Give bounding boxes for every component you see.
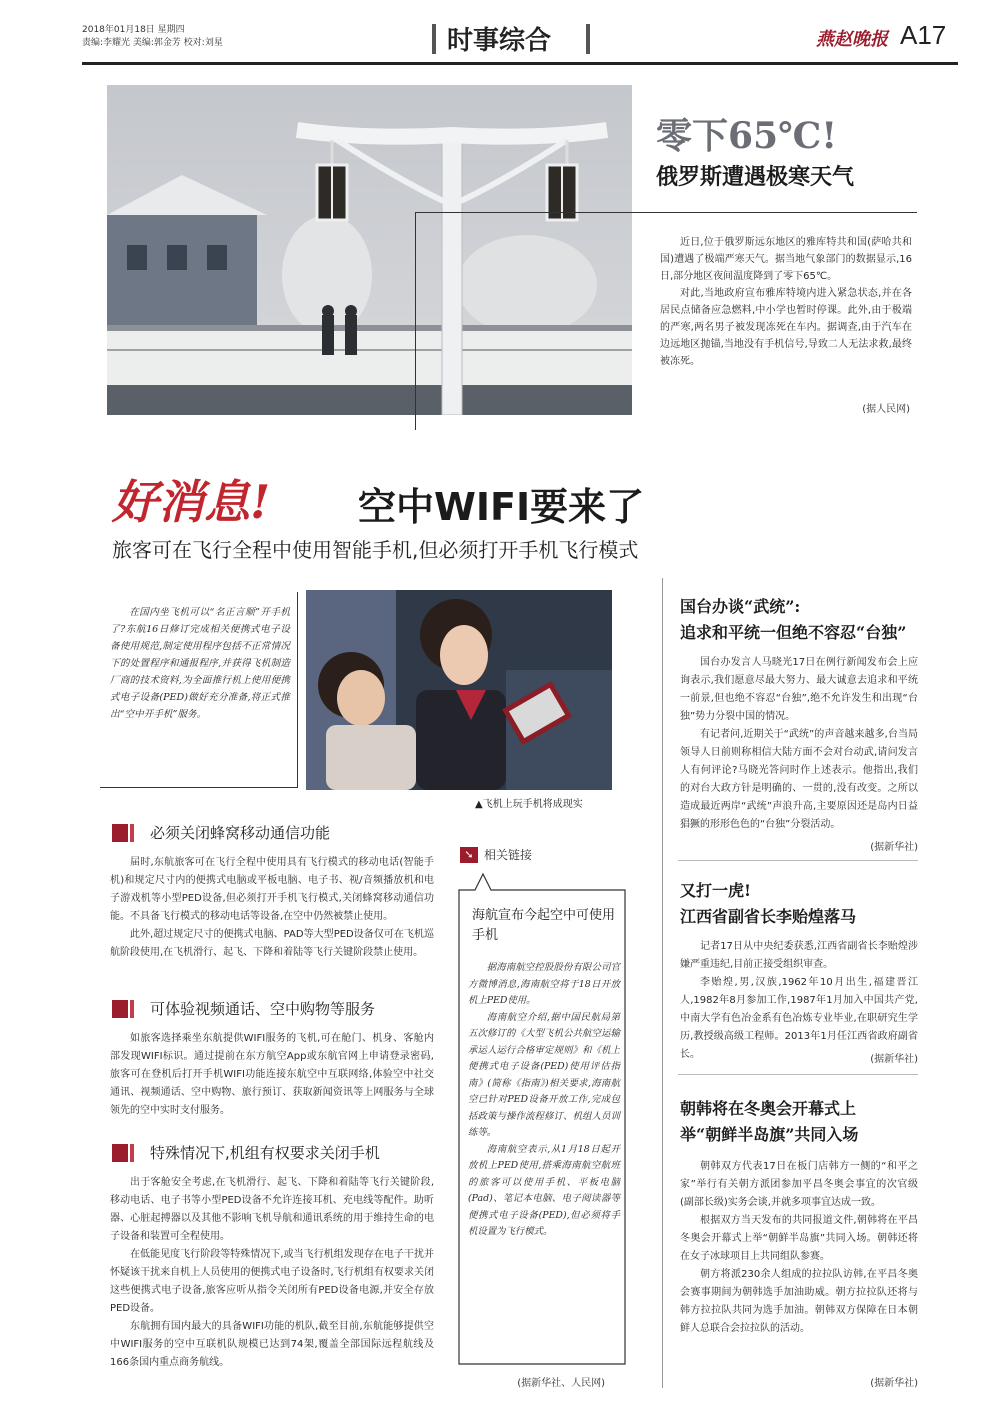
cold-headline: 零下65℃! [656, 115, 838, 157]
section-marker-icon [112, 824, 128, 842]
jiangxi-headline [680, 878, 856, 930]
section-heading-text: 特殊情况下,机组有权要求关闭手机 [150, 1144, 380, 1162]
section-paragraph: 在低能见度飞行阶段等特殊情况下,或当飞行机组发现存在电子干扰并怀疑该干扰来自机上人员使用的便携式电子设备时,飞行机组有权要求关闭这些便携式电子设备,旅客应听从指令关闭所有PED设备电源,并安全存放PED设备。 [110, 1249, 434, 1314]
korea-source: (据新华社) [870, 1378, 918, 1389]
wifi-headline-black: 空中WIFI要来了 [358, 485, 645, 529]
taiwan-paragraph: 国台办发言人马晓光17日在例行新闻发布会上应询表示,我们愿意尽最大努力、最大诚意去追求和平统一前景,但也绝不容忍“台独”,绝不允许发生和出现“台独”势力分裂中国的情况。 [680, 657, 918, 722]
taiwan-source: (据新华社) [870, 842, 918, 853]
story-divider [678, 1074, 918, 1075]
korea-body [680, 1158, 918, 1338]
korea-headline [680, 1096, 858, 1148]
section-marker-icon [112, 1000, 128, 1018]
section-title: 时事综合 [447, 26, 552, 56]
header-rule [82, 62, 958, 65]
korea-paragraph: 根据双方当天发布的共同报道文件,朝韩将在平昌冬奥会开幕式上举“朝鲜半岛旗”共同入场。朝韩还将在女子冰球项目上共同组队参赛。 [680, 1215, 918, 1262]
jiangxi-paragraph: 李贻煌,男,汉族,1962年10月出生,福建晋江人,1982年8月参加工作,1987年1月加入中国共产党,中南大学有色冶金系有色冶炼专业毕业,在职研究生学历,教授级高级工程师。2013年1月任江西省政府副省长。 [680, 977, 918, 1060]
cold-paragraph: 对此,当地政府宣布雅库特境内进入紧急状态,并在各居民点储备应急燃料,中小学也暂时停课。此外,由于极端的严寒,两名男子被发现冻死在车内。据调查,由于汽车在边远地区抛锚,当地没有手机信号,导致二人无法求救,最终被冻死。 [660, 288, 912, 367]
related-body [468, 960, 620, 1241]
section-2-body [110, 1030, 434, 1120]
intro-paragraph: 在国内坐飞机可以“名正言顺”开手机了?东航16日修订完成相关便携式电子设备使用规范,制定使用程序包括不正常情况下的处置程序和通报程序,并获得飞机制造厂商的技术资料,为全面推行机上使用便携式电子设备(PED)做好充分准备,将正式推出“空中开手机”服务。 [110, 607, 290, 720]
cold-article [660, 234, 912, 370]
korea-paragraph: 朝方将派230余人组成的拉拉队访韩,在平昌冬奥会赛事期间为朝韩选手加油助威。朝方拉拉队还将与韩方拉拉队共同为选手加油。朝韩双方保障在日本朝鲜人总联合会拉拉队的活动。 [680, 1269, 918, 1334]
jiangxi-headline-line1: 又打一虎! [680, 881, 752, 900]
section-heading-2 [112, 998, 375, 1019]
jiangxi-paragraph: 记者17日从中央纪委获悉,江西省副省长李贻煌涉嫌严重违纪,目前正接受组织审查。 [680, 941, 918, 970]
photo-caption: ▲飞机上玩手机将成现实 [475, 799, 583, 810]
related-title: 海航宣布今起空中可使用手机 [472, 908, 616, 943]
section-heading-text: 必须关闭蜂窝移动通信功能 [150, 824, 331, 842]
cold-subheadline: 俄罗斯遭遇极寒天气 [656, 164, 855, 190]
header-divider-left [432, 24, 436, 54]
section-paragraph: 出于客舱安全考虑,在飞机滑行、起飞、下降和着陆等飞行关键阶段,移动电话、电子书等小型PED设备不允许连接耳机、充电线等配件。助听器、心脏起搏器以及其他不影响飞机导航和通讯系统的用于维持生命的电子设备和装置可全程使用。 [110, 1177, 434, 1242]
section-heading-3 [112, 1142, 380, 1163]
section-3-body [110, 1174, 434, 1372]
editors-line: 责编:李耀光 美编:郭金芳 校对:刘星 [82, 38, 223, 48]
related-link-label [460, 846, 532, 863]
header-divider-right [586, 24, 590, 54]
section-heading-text: 可体验视频通话、空中购物等服务 [150, 1000, 376, 1018]
related-paragraph: 据海南航空控股股份有限公司官方微博消息,海南航空将于18日开放机上PED使用。 [468, 962, 620, 1006]
section-heading-1 [112, 822, 330, 843]
related-label-text: 相关链接 [484, 848, 533, 862]
korea-paragraph: 朝韩双方代表17日在板门店韩方一侧的“和平之家”举行有关朝方派团参加平昌冬奥会事宜的次官级(副部长级)实务会谈,并就多项事宜达成一致。 [680, 1161, 918, 1208]
related-paragraph: 海南航空表示,从1月18日起开放机上PED使用,搭乘海南航空航班的旅客可以使用手机、平板电脑(Pad)、笔记本电脑、电子阅读器等便携式电子设备(PED),但必须将手机设置为飞行模式。 [468, 1143, 620, 1237]
cabin-illustration [306, 590, 612, 790]
wifi-intro [110, 604, 290, 723]
wifi-headline-red: 好消息! [112, 475, 271, 529]
taiwan-body [680, 654, 918, 834]
jiangxi-body [680, 938, 918, 1064]
cold-source: (据人民网) [862, 404, 910, 415]
page-number: A17 [900, 20, 947, 50]
section-paragraph: 届时,东航旅客可在飞行全程中使用具有飞行模式的移动电话(智能手机)和规定尺寸内的便携式电脑或平板电脑、电子书、视/音频播放机和电子游戏机等小型PED设备,但必须打开手机飞行模式,关闭蜂窝移动通信功能。不具备飞行模式的移动电话等设备,在空中仍然被禁止使用。 [110, 857, 434, 922]
column-rule [662, 578, 663, 1388]
taiwan-paragraph: 有记者问,近期关于“武统”的声音越来越多,台当局领导人日前则称相信大陆方面不会对台动武,请问发言人有何评论?马晓光答问时作上述表示。他指出,我们的对台大政方针是明确的、一贯的,没有改变。之所以造成最近两岸“武统”声浪升高,主要原因还是岛内日益猖獗的形形色色的“台独”分裂活动。 [680, 729, 918, 830]
airplane-cabin-photo [306, 590, 612, 790]
story-divider [678, 860, 918, 861]
taiwan-headline-line1: 国台办谈“武统”: [680, 597, 801, 616]
issue-date: 2018年01月18日 星期四 [82, 25, 185, 35]
brand-logo: 燕赵晚报 [816, 29, 888, 50]
cold-paragraph: 近日,位于俄罗斯远东地区的雅库特共和国(萨哈共和国)遭遇了极端严寒天气。据当地气象部门的数据显示,16日,部分地区夜间温度降到了零下65℃。 [660, 237, 912, 282]
taiwan-headline [680, 594, 906, 646]
wifi-subheadline: 旅客可在飞行全程中使用智能手机,但必须打开手机飞行模式 [112, 538, 639, 562]
section-paragraph: 如旅客选择乘坐东航提供WIFI服务的飞机,可在舱门、机身、客舱内部发现WIFI标识。通过提前在东方航空App或东航官网上申请登录密码,旅客可在登机后打开手机WIFI功能连接东航空中互联网络,体验空中社交通讯、视频通话、空中购物、旅行预订、获取新闻资讯等上网服务与全球领先的空中实时支付服务。 [110, 1033, 434, 1116]
section-1-body [110, 854, 434, 962]
jiangxi-headline-line2: 江西省副省长李贻煌落马 [680, 907, 857, 926]
jiangxi-source: (据新华社) [870, 1054, 918, 1065]
wifi-source: (据新华社、人民网) [517, 1378, 605, 1389]
arrow-icon: ➘ [460, 847, 478, 863]
section-paragraph: 东航拥有国内最大的具备WIFI功能的机队,截至目前,东航能够提供空中WIFI服务的空中互联机队规模已达到74架,覆盖全部国际远程航线及166条国内重点商务航线。 [110, 1321, 434, 1368]
related-paragraph: 海南航空介绍,据中国民航局第五次修订的《大型飞机公共航空运输承运人运行合格审定规则》和《机上便携式电子设备(PED)使用评估指南》(简称《指南》)相关要求,海南航空已针对PED设备开放工作,完成包括政策与操作流程修订、机组人员训练等。 [468, 1011, 620, 1138]
section-paragraph: 此外,超过规定尺寸的便携式电脑、PAD等大型PED设备仅可在飞机巡航阶段使用,在飞机滑行、起飞、下降和着陆等飞行关键阶段禁止使用。 [110, 929, 434, 958]
korea-headline-line1: 朝韩将在冬奥会开幕式上 [680, 1099, 857, 1118]
taiwan-headline-line2: 追求和平统一但绝不容忍“台独” [680, 623, 907, 642]
section-marker-icon [112, 1144, 128, 1162]
korea-headline-line2: 举“朝鲜半岛旗”共同入场 [680, 1125, 859, 1144]
